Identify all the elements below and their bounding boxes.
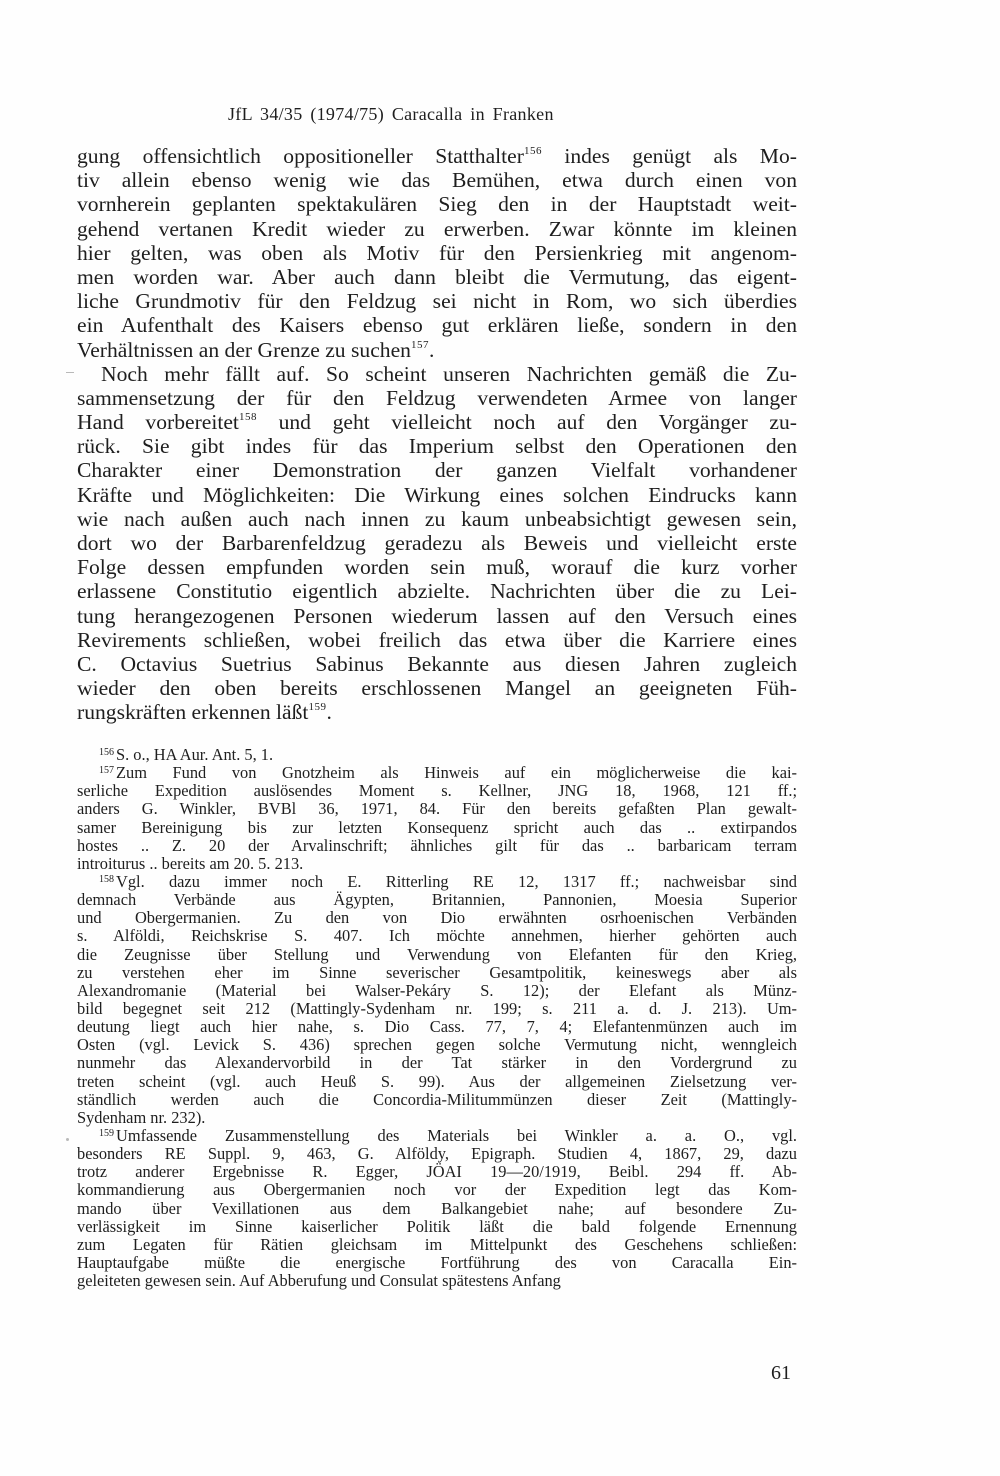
body-line — [77, 241, 797, 265]
body-line-text: wieder den oben bereits erschlossenen Mangel an geeigneten Füh- — [77, 676, 797, 701]
footnote-line — [77, 909, 797, 927]
footnote-line — [77, 891, 797, 909]
footnote-text: verlässigkeit im Sinne kaiserlicher Politik läßt die bald folgende Ernennung — [77, 1216, 797, 1236]
footnote-text: zu verstehen eher im Sinne severischer Gesamtpolitik, keineswegs aber als — [77, 962, 797, 982]
footnote-text: trotz anderer Ergebnisse R. Egger, JÖAI 19—20/1919, Beibl. 294 ff. Ab- — [77, 1162, 797, 1182]
margin-mark — [66, 1138, 69, 1141]
body-line-text-after: indes genügt als Mo- — [541, 144, 797, 168]
footnote-line — [77, 1236, 797, 1254]
footnote-157 — [77, 764, 797, 873]
body-line — [77, 628, 797, 652]
body-line-text-after: . — [428, 337, 435, 362]
body-line-text: Hand vorbereitet — [77, 410, 239, 435]
footnote-reference[interactable]: 157 — [410, 338, 429, 351]
footnote-reference[interactable]: 159 — [308, 701, 327, 714]
footnote-line — [77, 1036, 797, 1054]
footnote-line — [77, 1218, 797, 1236]
footnote-156 — [77, 746, 797, 764]
footnote-line — [77, 1254, 797, 1272]
body-line-text: tung herangezogenen Personen wiederum lassen auf den Versuch eines — [77, 603, 797, 628]
body-line — [77, 338, 797, 362]
footnote-text: anders G. Winkler, BVBl 36, 1971, 84. Für den bereits gefaßten Plan gewalt- — [77, 799, 797, 819]
main-text — [77, 144, 797, 725]
body-line — [77, 555, 797, 579]
footnote-text: demnach Verbände aus Ägypten, Britannien, Pannonien, Moesia Superior — [77, 890, 797, 910]
body-line-text: men worden war. Aber auch dann bleibt die Vermutung, das eigent- — [77, 264, 797, 289]
body-line-text: Kräfte und Möglichkeiten: Die Wirkung eines solchen Eindrucks kann — [77, 482, 797, 507]
body-line — [77, 434, 797, 458]
footnote-line — [77, 746, 797, 764]
body-line — [77, 458, 797, 482]
footnote-text: mando über Vexillationen aus dem Balkangebiet nahe; auf besondere Zu- — [77, 1198, 797, 1218]
body-line — [77, 168, 797, 192]
body-line — [77, 531, 797, 555]
footnote-number: 159 — [99, 1127, 114, 1139]
body-line-text: erlassene Constitutio eigentlich abzielte. Nachrichten über die zu Lei- — [77, 579, 797, 604]
footnote-text: besonders RE Suppl. 9, 463, G. Alföldy, Epigraph. Studien 4, 1867, 29, dazu — [77, 1144, 797, 1164]
body-line-text-after: und geht vielleicht noch auf den Vorgänger zu- — [256, 410, 797, 435]
body-line — [77, 483, 797, 507]
footnote-text: bild begegnet seit 212 (Mattingly-Sydenham nr. 199; s. 211 a. d. J. 213). Um- — [77, 998, 797, 1018]
footnote-line — [77, 1091, 797, 1109]
footnote-line — [77, 800, 797, 818]
footnote-text: Umfassende Zusammenstellung des Materials bei Winkler a. a. O., vgl. — [116, 1125, 797, 1145]
footnote-line — [77, 1145, 797, 1163]
footnote-159 — [77, 1127, 797, 1290]
footnote-reference[interactable]: 158 — [238, 411, 257, 424]
body-line-text: dort wo der Barbarenfeldzug geradezu als Beweis und vielleicht erste — [77, 531, 797, 555]
body-line — [77, 144, 797, 168]
footnote-text: geleiteten gewesen sein. Auf Abberufung und Consulat spätestens Anfang — [77, 1271, 561, 1291]
footnote-text: samer Bereinigung bis zur letzten Konsequenz spricht auch das .. extirpandos — [77, 817, 797, 837]
footnote-number: 156 — [99, 747, 114, 758]
body-line-text: rungskräften erkennen läßt — [77, 700, 309, 725]
body-line-text: gung offensichtlich oppositioneller Statthalter — [77, 144, 524, 168]
footnote-text: serliche Expedition auslösendes Moment s. Kellner, JNG 18, 1968, 121 ff.; — [77, 781, 797, 801]
footnote-text: und Obergermanien. Zu den von Dio erwähnten osrhoenischen Verbänden — [77, 908, 797, 928]
footnote-text: kommandierung aus Obergermanien noch vor der Expedition legt das Kom- — [77, 1180, 797, 1200]
body-line-text-after: . — [326, 700, 332, 725]
margin-mark — [66, 372, 74, 373]
body-line-text: sammensetzung der für den Feldzug verwendeten Armee von langer — [77, 385, 797, 410]
footnote-text: ständlich werden auch die Concordia-Militummünzen dieser Zeit (Mattingly- — [77, 1089, 797, 1109]
footnotes-section — [77, 746, 797, 1290]
footnote-text: Sydenham nr. 232). — [77, 1107, 206, 1127]
body-line-text: Verhältnissen an der Grenze zu suchen — [77, 337, 411, 362]
body-line — [77, 604, 797, 628]
footnote-text: introiturus .. bereits am 20. 5. 213. — [77, 853, 304, 873]
footnote-line — [77, 855, 797, 873]
footnote-text: Osten (vgl. Levick S. 436) sprechen gegen solche Vermutung nicht, wenngleich — [77, 1035, 797, 1055]
body-line-text: wie nach außen auch nach innen zu kaum unbeabsichtigt gewesen sein, — [77, 506, 797, 531]
body-line-text: vornherein geplanten spektakulären Sieg den in der Hauptstadt weit- — [77, 192, 797, 217]
body-line-text: rück. Sie gibt indes für das Imperium selbst den Operationen den — [77, 434, 797, 459]
body-line — [77, 362, 797, 386]
body-line — [77, 700, 797, 724]
body-line-text: gehend vertanen Kredit wieder zu erwerben. Zwar könnte im kleinen — [77, 216, 797, 241]
body-line — [77, 386, 797, 410]
footnote-text: S. o., HA Aur. Ant. 5, 1. — [116, 745, 274, 764]
page-number: 61 — [771, 1362, 791, 1384]
footnote-158 — [77, 873, 797, 1127]
footnote-line — [77, 873, 797, 891]
footnote-line — [77, 1054, 797, 1072]
body-line — [77, 676, 797, 700]
footnote-reference[interactable]: 156 — [523, 145, 542, 157]
footnote-text: s. Alföldi, Reichskrise S. 407. Ich möchte annehmen, hierher gehörten auch — [77, 926, 797, 946]
footnote-text: zum Legaten für Rätien gleichsam im Mittelpunkt des Geschehens schließen: — [77, 1234, 797, 1254]
footnote-line — [77, 927, 797, 945]
body-line — [77, 579, 797, 603]
footnote-line — [77, 1127, 797, 1145]
footnote-text: die Zeugnisse über Stellung und Verwendung von Elefanten für den Krieg, — [77, 944, 797, 964]
footnote-line — [77, 946, 797, 964]
footnote-line — [77, 964, 797, 982]
body-line-text: ein Aufenthalt des Kaisers ebenso gut erklären ließe, sondern in den — [77, 313, 797, 338]
footnote-line — [77, 1200, 797, 1218]
footnote-line — [77, 782, 797, 800]
footnote-line — [77, 837, 797, 855]
body-line-text: liche Grundmotiv für den Feldzug sei nicht in Rom, wo sich überdies — [77, 289, 797, 314]
footnote-line — [77, 1000, 797, 1018]
footnote-line — [77, 1163, 797, 1181]
body-line — [77, 289, 797, 313]
footnote-text: deutung liegt auch hier nahe, s. Dio Cass. 77, 7, 4; Elefantenmünzen auch im — [77, 1017, 797, 1037]
footnote-text: nunmehr das Alexandervorbild in der Tat stärker in den Vordergrund zu — [77, 1053, 797, 1073]
body-line — [77, 265, 797, 289]
body-line — [77, 410, 797, 434]
body-line — [77, 507, 797, 531]
body-line — [77, 217, 797, 241]
footnote-line — [77, 1272, 797, 1290]
footnote-text: Alexandromanie (Material bei Walser-Pekáry S. 12); der Elefant als Münz- — [77, 980, 797, 1000]
footnote-text: Zum Fund von Gnotzheim als Hinweis auf ein möglicherweise die kai- — [116, 763, 797, 783]
footnote-text: treten scheint (vgl. auch Heuß S. 99). Aus der allgemeinen Zielsetzung ver- — [77, 1071, 797, 1091]
footnote-line — [77, 819, 797, 837]
body-line-text: Charakter einer Demonstration der ganzen Vielfalt vorhandener — [77, 458, 797, 483]
body-line — [77, 313, 797, 337]
body-line-text: hier gelten, was oben als Motiv für den Persienkrieg mit angenom- — [77, 240, 797, 265]
footnote-line — [77, 1109, 797, 1127]
footnote-line — [77, 982, 797, 1000]
body-line-text: Noch mehr fällt auf. So scheint unseren Nachrichten gemäß die Zu- — [101, 361, 797, 386]
running-head: JfL 34/35 (1974/75) Caracalla in Franken — [228, 104, 554, 124]
footnote-line — [77, 1181, 797, 1199]
footnote-number: 158 — [99, 873, 114, 885]
footnote-line — [77, 1073, 797, 1091]
footnote-text: hostes .. Z. 20 der Arvalinschrift; ähnliches gilt für das .. barbaricam terram — [77, 835, 797, 855]
body-line-text: Folge dessen empfunden worden sein muß, worauf die kurz vorher — [77, 555, 797, 580]
footnote-line — [77, 1018, 797, 1036]
footnote-text: Hauptaufgabe müßte die energische Fortführung des von Caracalla Ein- — [77, 1252, 797, 1272]
footnote-text: Vgl. dazu immer noch E. Ritterling RE 12, 1317 ff.; nachweisbar sind — [116, 871, 797, 891]
footnote-number: 157 — [99, 765, 114, 777]
body-line-text: tiv allein ebenso wenig wie das Bemühen, etwa durch einen von — [77, 168, 797, 193]
body-line — [77, 652, 797, 676]
body-line — [77, 192, 797, 216]
body-line-text: C. Octavius Suetrius Sabinus Bekannte aus diesen Jahren zugleich — [77, 651, 797, 676]
body-line-text: Revirements schließen, wobei freilich das etwa über die Karriere eines — [77, 627, 797, 652]
footnote-line — [77, 764, 797, 782]
